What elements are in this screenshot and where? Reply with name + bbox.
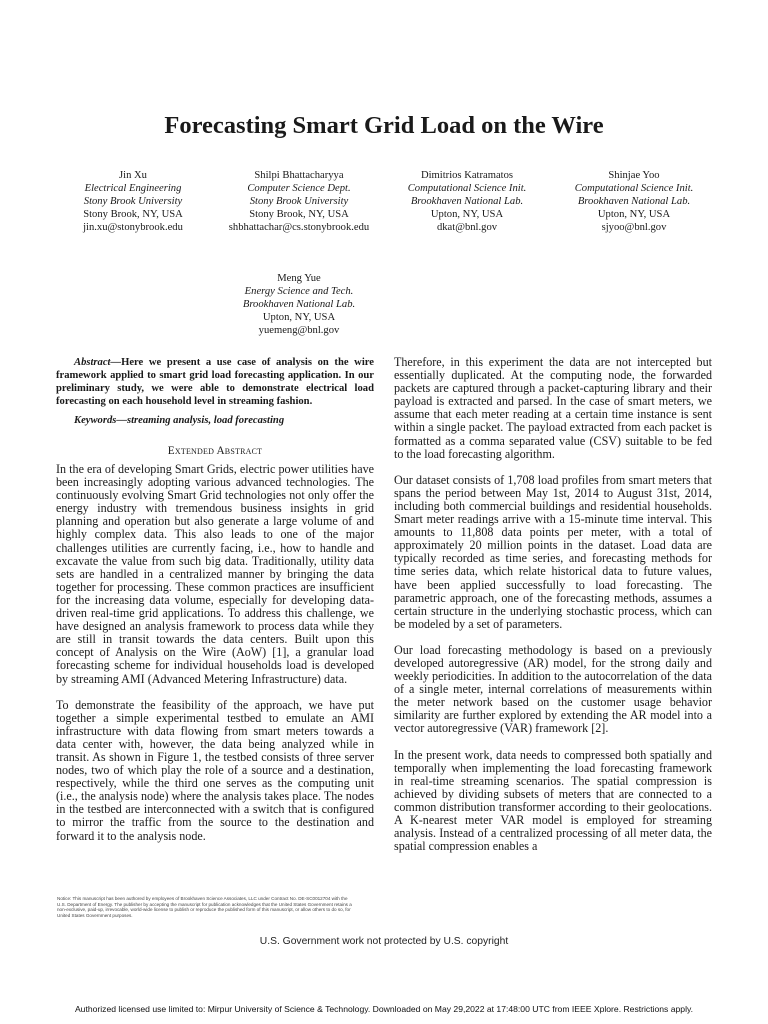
author-block — [83, 169, 183, 234]
abstract-body: Here we present a use case of analysis on the wire framework applied to smart grid load forecasting application. In our preliminary study, we were able to demonstrate electrical load forecasting on each household level in streaming fashion. — [56, 357, 374, 408]
author-name: Meng Yue — [277, 273, 321, 284]
author-location: Stony Brook, NY, USA — [83, 209, 183, 220]
author-block — [229, 169, 369, 234]
author-org: Brookhaven National Lab. — [577, 196, 691, 207]
author-name: Dimitrios Katramatos — [420, 170, 514, 181]
abstract — [56, 356, 374, 427]
author-dept: Computational Science Init. — [407, 183, 527, 194]
paragraph: To demonstrate the feasibility of the approach, we have put together a simple experimental testbed to emulate an AMI infrastructure with data flowing from smart meters towards a data center with, however, the data being analyzed while in transit. As shown in Figure 1, the testbed consists of three server nodes, two of which play the role of a source and a destination, respectively, while the third one serves as the computing unit (i.e., the analysis node) where the analysis takes place. The nodes in the testbed are interconnected with a switch that is configured to mirror the traffic from the source to the destination and forward it to the analysis node. — [56, 697, 374, 843]
author-dept: Computer Science Dept. — [247, 183, 351, 194]
paragraph: Our dataset consists of 1,708 load profiles from smart meters that spans the period between May 1st, 2014 to August 31st, 2014, including both commercial buildings and residential households. Smart meter readings arrive with a 15-minute time interval. This amounts to 11,808 data points per meter, with a total of approximately 20 million points in the dataset. Load data are typically recorded as time series, and forecasting methods for time series data, which relate historical data to future values, have been applied successfully to load forecasting. The parametric approach, one of the forecasting methods, assumes a certain structure in the underlying stochastic process, which can be modeled by a set of parameters. — [394, 472, 712, 631]
author-org: Stony Brook University — [249, 196, 349, 207]
paragraph: Therefore, in this experiment the data are not intercepted but essentially duplicated. At the computing node, the forwarded packets are captured through a packet-capturing library and their payload is extracted and parsed. In the case of smart meters, we assume that each meter reading at a certain time instance is sent within a single packet. The payload extracted from each packet is formatted as a comma separated value (CSV) suitable to be fed to the load forecasting algorithm. — [394, 355, 712, 461]
abstract-text — [56, 356, 374, 408]
funding-notice: Notice: This manuscript has been authored by employees of Brookhaven Science Associates, LLC under Contract No. DE-SC0012704 with the U.S. Department of Energy. The publisher by accepting the manuscript for publication acknowledges that the United States Government retains a non-exclusive, paid-up, irrevocable, world-wide license to publish or reproduce the published form of this manuscript, or allow others to do so, for United States Government purposes. — [57, 896, 352, 918]
author-dept: Energy Science and Tech. — [244, 286, 354, 297]
copyright-line: U.S. Government work not protected by U.S. copyright — [259, 936, 509, 947]
abstract-lead: Abstract— — [74, 357, 122, 368]
paragraph: In the era of developing Smart Grids, electric power utilities have been increasingly adopting various advanced technologies. The continuously evolving Smart Grid technologies not only offer the energy industry with tremendous business insights in grid planning and operation but also generate a large volume of and highly complex data. This also leads to one of the major challenges utilities are currently facing, i.e., how to handle and excavate the value from such big data. Traditionally, utility data sets are handled in a centralized manner by bringing the data together for processing. These common practices are insufficient for the increasing data volume, especially for developing data-driven real-time grid applications. To address this challenge, we have designed an analysis framework to process data while they are still in transit towards the data centers. Built upon this concept of Analysis on the Wire (AoW) [1], a granular load forecasting scheme for individual households load is developed by streaming AMI (Advanced Metering Infrastructure) data. — [56, 462, 374, 686]
author-name: Shilpi Bhattacharyya — [254, 170, 344, 181]
license-banner: Authorized licensed use limited to: Mirpur University of Science & Technology. Downloaded on May 29,2022 at 17:48:00 UTC from IEEE Xplore. Restrictions apply. — [74, 1004, 694, 1014]
author-dept: Computational Science Init. — [574, 183, 694, 194]
author-name: Shinjae Yoo — [608, 170, 660, 181]
author-org: Brookhaven National Lab. — [410, 196, 524, 207]
author-email: sjyoo@bnl.gov — [601, 222, 667, 233]
paragraph: In the present work, data needs to compressed both spatially and temporally when implementing the load forecasting framework in real-time streaming scenarios. The spatial compression is achieved by dividing subsets of meters that are connected to a common distribution transformer according to their geolocations. A K-nearest meter VAR model is employed for streaming analysis. Instead of a centralized processing of all meter data, the spatial compression enables a — [394, 747, 712, 854]
author-email: shbhattachar@cs.stonybrook.edu — [228, 222, 370, 233]
author-block — [575, 169, 694, 234]
author-email: yuemeng@bnl.gov — [258, 325, 340, 336]
paragraph: Our load forecasting methodology is based on a previously developed autoregressive (AR) model, for the strong daily and weekly periodicities. In addition to the autocorrelation of the data of a single meter, internal correlations of measurements within the meter network based on the customer usage behavior similarity are further explored by extending the AR model into a vector autoregressive (VAR) framework [2]. — [394, 642, 712, 736]
author-location: Stony Brook, NY, USA — [249, 209, 349, 220]
author-dept: Electrical Engineering — [84, 183, 182, 194]
author-org: Brookhaven National Lab. — [242, 299, 356, 310]
author-location: Upton, NY, USA — [430, 209, 504, 220]
author-org: Stony Brook University — [83, 196, 183, 207]
author-location: Upton, NY, USA — [597, 209, 671, 220]
paper-title: Forecasting Smart Grid Load on the Wire — [164, 112, 604, 139]
author-name: Jin Xu — [119, 170, 147, 181]
section-heading: Extended Abstract — [167, 445, 263, 457]
author-email: dkat@bnl.gov — [436, 222, 498, 233]
author-location: Upton, NY, USA — [262, 312, 336, 323]
author-block — [243, 272, 355, 337]
keywords: Keywords—streaming analysis, load forecasting — [74, 415, 285, 427]
author-block — [408, 169, 527, 234]
author-email: jin.xu@stonybrook.edu — [83, 222, 183, 233]
left-column — [56, 463, 374, 843]
right-column — [394, 356, 712, 853]
